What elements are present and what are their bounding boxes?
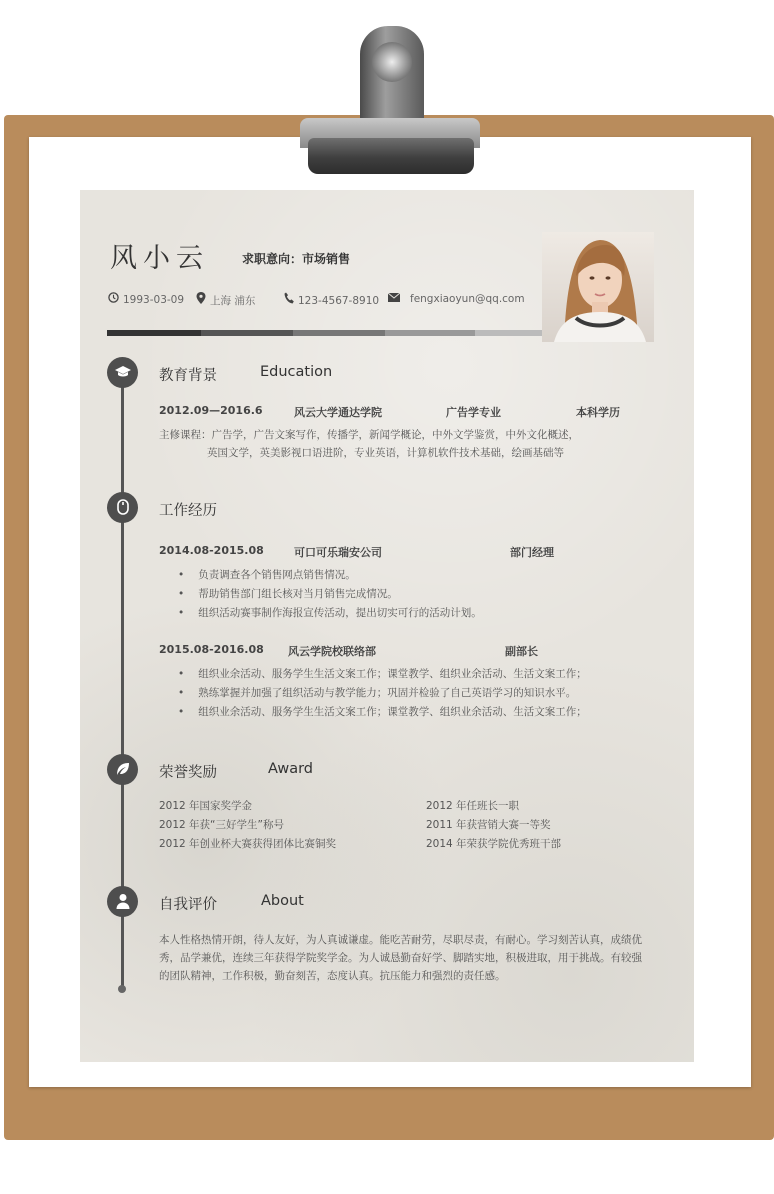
job-duties-list xyxy=(178,566,482,623)
job-company: 风云学院校联络部 xyxy=(288,645,376,658)
award-item: 2011 年获营销大赛一等奖 xyxy=(426,819,551,831)
section-title-work: 工作经历 xyxy=(159,503,217,519)
section-title-education-en: Education xyxy=(260,364,333,380)
clock-icon xyxy=(108,292,119,306)
graduation-cap-icon xyxy=(107,357,138,388)
job-duties-list xyxy=(178,665,587,722)
job-period: 2015.08-2016.08 xyxy=(159,643,264,656)
resume-page xyxy=(80,190,694,1062)
award-item: 2012 年创业杯大赛获得团体比赛铜奖 xyxy=(159,838,337,850)
phone-info xyxy=(284,292,379,307)
job-role: 副部长 xyxy=(505,645,538,658)
job-duty-item: • 帮助销售部门组长核对当月销售完成情况。 xyxy=(178,585,482,604)
binder-clip-base xyxy=(308,138,474,174)
binder-clip-ring xyxy=(372,42,412,82)
header-bar-segment xyxy=(475,330,542,336)
education-courses-line2: 英国文学，英美影视口语进阶，专业英语，计算机软件技术基础，绘画基础等 xyxy=(207,447,564,459)
section-title-about: 自我评价 xyxy=(159,897,217,913)
job-period: 2014.08-2015.08 xyxy=(159,544,264,557)
job-duty-item: • 组织业余活动、服务学生生活文案工作；课堂教学、组织业余活动、生活文案工作； xyxy=(178,703,587,722)
leaf-icon xyxy=(107,754,138,785)
birthday-text: 1993-03-09 xyxy=(123,294,185,306)
timeline-end-dot xyxy=(118,985,126,993)
mouse-icon xyxy=(107,492,138,523)
profile-photo xyxy=(542,232,654,342)
header-bar-segment xyxy=(107,330,201,336)
header-bar-segment xyxy=(385,330,475,336)
section-title-awards-en: Award xyxy=(268,761,313,777)
job-duty-item: • 组织活动赛事制作海报宣传活动，提出切实可行的活动计划。 xyxy=(178,604,482,623)
birthday-info xyxy=(108,292,184,306)
award-item: 2012 年任班长一职 xyxy=(426,800,520,812)
location-info xyxy=(196,292,255,308)
award-item: 2012 年获“三好学生”称号 xyxy=(159,819,284,831)
mail-icon xyxy=(388,292,400,305)
user-icon xyxy=(107,886,138,917)
phone-icon xyxy=(284,292,294,307)
about-text-line3: 的团队精神，工作积极，勤奋刻苦，态度认真。抗压能力和强烈的责任感。 xyxy=(159,970,506,982)
section-title-about-en: About xyxy=(261,893,304,909)
location-pin-icon xyxy=(196,292,206,307)
job-intent: 求职意向：市场销售 xyxy=(242,252,351,266)
about-text-line2: 秀，品学兼优，连续三年获得学院奖学金。为人诚恳勤奋好学、脚踏实地，积极进取，用于挑战。有较强 xyxy=(159,952,642,964)
job-duty-item: • 熟练掌握并加强了组织活动与教学能力；巩固并检验了自己英语学习的知识水平。 xyxy=(178,684,587,703)
section-title-education: 教育背景 xyxy=(159,368,217,384)
email-text: fengxiaoyun@qq.com xyxy=(410,293,525,305)
email-info xyxy=(388,292,525,305)
job-company: 可口可乐瑞安公司 xyxy=(294,546,382,559)
header-bar-segment xyxy=(201,330,293,336)
education-major: 广告学专业 xyxy=(446,406,501,419)
location-text: 上海 浦东 xyxy=(210,295,256,307)
education-period: 2012.09—2016.6 xyxy=(159,404,263,417)
job-duty-item: • 组织业余活动、服务学生生活文案工作；课堂教学、组织业余活动、生活文案工作； xyxy=(178,665,587,684)
candidate-name: 风小云 xyxy=(110,243,209,274)
about-text-line1: 本人性格热情开朗，待人友好，为人真诚谦虚。能吃苦耐劳，尽职尽责，有耐心。学习刻苦认真，成绩优 xyxy=(159,934,642,946)
header-bar-segment xyxy=(293,330,385,336)
job-duty-item: • 负责调查各个销售网点销售情况。 xyxy=(178,566,482,585)
award-item: 2014 年荣获学院优秀班干部 xyxy=(426,838,562,850)
education-degree: 本科学历 xyxy=(576,406,620,419)
education-school: 风云大学通达学院 xyxy=(294,406,382,419)
phone-text: 123-4567-8910 xyxy=(298,295,380,307)
job-role: 部门经理 xyxy=(510,546,554,559)
award-item: 2012 年国家奖学金 xyxy=(159,800,253,812)
education-courses-line1: 主修课程：广告学，广告文案写作，传播学，新闻学概论，中外文学鉴赏，中外文化概述， xyxy=(159,429,579,441)
section-title-awards: 荣誉奖励 xyxy=(159,765,217,781)
